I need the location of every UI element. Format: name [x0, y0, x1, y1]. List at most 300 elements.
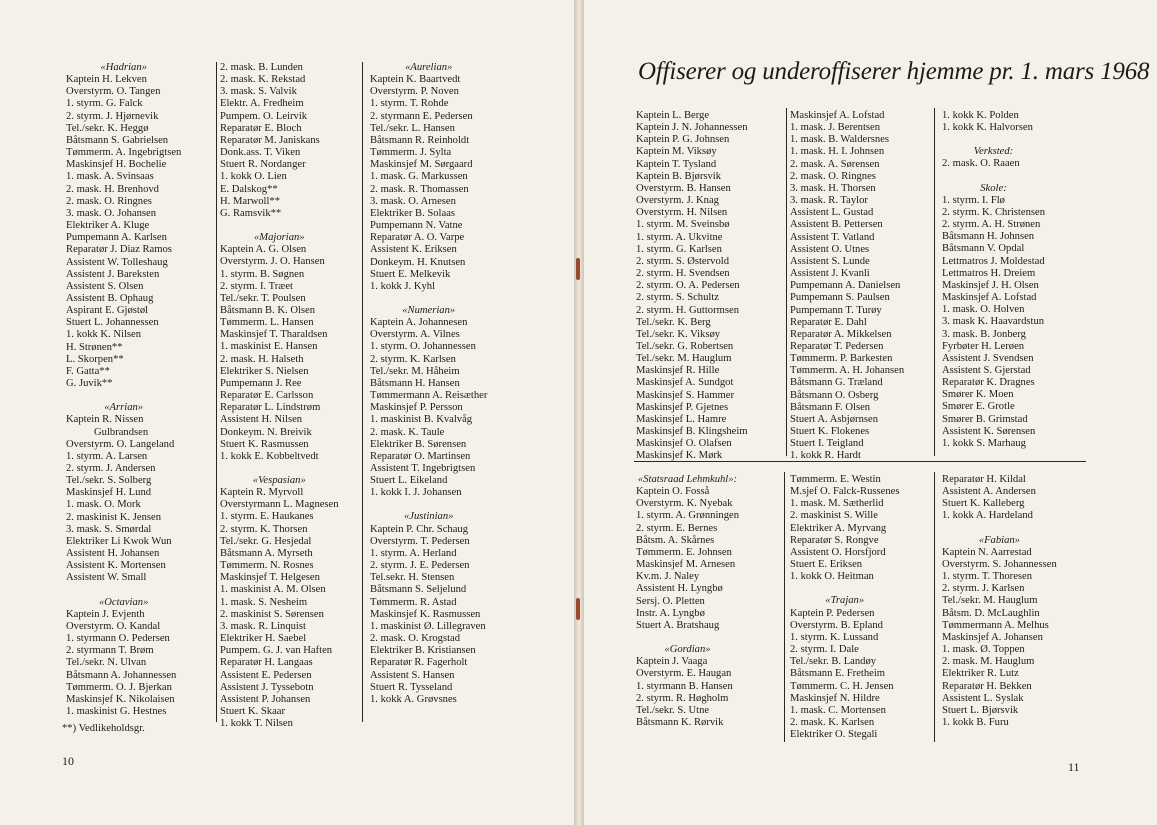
crew-entry: Fyrbøter H. Lerøen: [942, 340, 1025, 352]
crew-entry: Tømmerm. R. Astad: [370, 596, 457, 608]
crew-entry: 1. styrm. M. Sveinsbø: [636, 219, 730, 231]
crew-entry: 1. kokk R. Hardt: [790, 450, 861, 462]
crew-entry: Tømmerm. A. Ingebrigtsen: [66, 147, 182, 159]
crew-entry: 1. kokk I. J. Johansen: [370, 487, 462, 499]
crew-entry: Assistent B. Pettersen: [790, 219, 883, 231]
crew-entry: Båtsmann G. Træland: [790, 377, 883, 389]
crew-entry: 1. kokk S. Marhaug: [942, 437, 1026, 449]
roster-section: [636, 110, 748, 463]
crew-entry: Overstyrm. P. Noven: [370, 86, 459, 98]
staple-top: [576, 258, 580, 280]
crew-entry: Maskinsjef A. Lofstad: [942, 292, 1037, 304]
crew-entry: 1. kokk O. Heitman: [790, 571, 874, 583]
right-top-column-2: [790, 110, 904, 463]
crew-entry: 3. mask. R. Linquist: [220, 620, 306, 632]
crew-entry: Assistent E. Pedersen: [220, 669, 312, 681]
right-bottom-column-2: [790, 474, 899, 741]
crew-entry: Elektriker A. Kluge: [66, 220, 150, 232]
crew-entry: Reparatør E. Dahl: [790, 316, 867, 328]
crew-entry: 2. styrmann T. Brøm: [66, 645, 154, 657]
crew-entry: Overstyrm. B. Epland: [790, 619, 883, 631]
crew-entry: Assistent K. Sørensen: [942, 425, 1036, 437]
crew-entry: 1. styrm. T. Rohde: [370, 98, 449, 110]
roster-section: [942, 171, 1045, 450]
ship-heading: «Arrian»: [104, 402, 144, 414]
crew-entry: Overstyrm. H. Nilsen: [636, 207, 728, 219]
crew-entry: Stuert I. Teigland: [790, 438, 864, 450]
crew-entry: Assistent L. Gustad: [790, 207, 874, 219]
crew-entry: Båtsmann S. Gabrielsen: [66, 134, 169, 146]
crew-entry: H. Marwoll**: [220, 195, 281, 207]
crew-entry: Båtsm. D. McLaughlin: [942, 607, 1040, 619]
crew-entry: E. Dalskog**: [220, 183, 278, 195]
ship-heading: «Octavian»: [98, 596, 149, 608]
crew-entry: 3. mask. R. Taylor: [790, 195, 868, 207]
crew-entry: Assistent H. Nilsen: [220, 414, 303, 426]
crew-entry: 1. styrm. E. Haukanes: [220, 511, 314, 523]
crew-entry: Pumpemann N. Vatne: [370, 220, 463, 232]
crew-entry: Reparatør S. Rongve: [790, 534, 879, 546]
crew-entry: Maskinsjef R. Hille: [636, 365, 720, 377]
crew-entry: Reparatør T. Pedersen: [790, 340, 884, 352]
crew-entry: 2. styrm. H. Svendsen: [636, 268, 730, 280]
crew-entry: 3. mask. O. Johansen: [66, 207, 157, 219]
crew-entry: 1. styrm. A. Grønningen: [636, 510, 739, 522]
crew-entry: Kaptein N. Aarrestad: [942, 546, 1032, 558]
crew-entry: 1. kokk B. Furu: [942, 716, 1009, 728]
crew-entry: 1. mask. G. Markussen: [370, 171, 468, 183]
crew-entry: Maskinsjef A. Sundgot: [636, 377, 734, 389]
crew-entry: Tel./sekr. M. Håheim: [370, 365, 460, 377]
footnote: **) Vedlikeholdsgr.: [62, 723, 145, 734]
crew-entry: 2. styrm. J. Karlsen: [942, 583, 1025, 595]
crew-entry: M.sjef O. Falck-Russenes: [790, 486, 900, 498]
crew-entry: Smører B. Grimstad: [942, 413, 1028, 425]
crew-entry: 1. maskinist E. Hansen: [220, 341, 318, 353]
crew-entry: 2. styrm. K. Christensen: [942, 206, 1045, 218]
crew-entry: Stuert A. Asbjørnsen: [790, 413, 878, 425]
crew-entry: Assistent H. Lyngbø: [636, 583, 723, 595]
section-gap: [942, 171, 1045, 183]
crew-entry: Elektr. A. Fredheim: [220, 98, 304, 110]
column-divider: [934, 472, 935, 742]
crew-entry: Assistent S. Gjerstad: [942, 364, 1031, 376]
crew-entry: 1. mask. J. Berentsen: [790, 122, 881, 134]
crew-entry: Stuert K. Flokenes: [790, 426, 870, 438]
crew-entry: Kaptein P. G. Johnsen: [636, 134, 730, 146]
crew-entry: Stuert E. Eriksen: [790, 559, 863, 571]
section-gap: [220, 463, 339, 475]
crew-entry: 1. mask. S. Nesheim: [220, 596, 308, 608]
crew-entry: Assistent P. Johansen: [220, 693, 311, 705]
crew-entry: Tømmermann A. Reisæther: [370, 390, 488, 402]
column-divider: [934, 108, 935, 456]
crew-entry: Reparatør E. Carlsson: [220, 390, 314, 402]
crew-entry: Tel./sekr. G. Hesjedal: [220, 535, 312, 547]
crew-entry: L. Skorpen**: [66, 353, 124, 365]
crew-entry: Tømmerm. J. Sylta: [370, 147, 452, 159]
crew-entry: 1. mask. C. Mortensen: [790, 704, 886, 716]
crew-entry: Stuert R. Nordanger: [220, 159, 306, 171]
crew-entry: Sersj. O. Pletten: [636, 595, 705, 607]
crew-entry: Båtsmann H. Hansen: [370, 377, 460, 389]
crew-entry: Stuert R. Tysseland: [370, 681, 453, 693]
crew-entry: Assistent S. Hansen: [370, 669, 455, 681]
crew-entry: 2. mask. O. Raaen: [942, 158, 1020, 170]
crew-entry: 2. maskinist S. Sørensen: [220, 608, 324, 620]
roster-section: [790, 583, 899, 741]
crew-entry: 1. styrmann B. Hansen: [636, 680, 733, 692]
crew-entry: Reparatør H. Bekken: [942, 680, 1032, 692]
crew-entry: G. Juvik**: [66, 378, 113, 390]
crew-entry: Tel./sekr. S. Utne: [636, 704, 710, 716]
crew-entry: 2. styrm. R. Høgholm: [636, 692, 729, 704]
crew-entry: Kaptein K. Baartvedt: [370, 74, 461, 86]
crew-entry: Tel./sekr. L. Hansen: [370, 122, 455, 134]
crew-entry: Pumpemann J. Ree: [220, 377, 302, 389]
crew-entry: Elektriker B. Sørensen: [370, 438, 467, 450]
section-divider: [634, 461, 1086, 462]
crew-entry: Kaptein L. Berge: [636, 110, 710, 121]
section-gap: [370, 293, 487, 305]
section-gap: [220, 220, 339, 232]
crew-entry: 1. kokk A. Grøvsnes: [370, 693, 457, 705]
crew-entry: Overstyrm. B. Hansen: [636, 182, 731, 194]
crew-entry: Elektriker B. Kristiansen: [370, 645, 476, 657]
crew-entry: 2. mask. H. Halseth: [220, 353, 304, 365]
crew-entry: Tel./sekr. B. Landøy: [790, 656, 877, 668]
crew-entry: Båtsmann V. Opdal: [942, 243, 1025, 255]
crew-entry: Tømmerm. N. Rosnes: [220, 560, 314, 572]
crew-entry: Maskinsjef L. Hamre: [636, 413, 727, 425]
roster-section: [220, 463, 339, 730]
crew-entry: Elektriker H. Saebel: [220, 633, 307, 645]
crew-entry: Assistent K. Mortensen: [66, 560, 166, 572]
crew-entry: Maskinsjef H. Lund: [66, 487, 152, 499]
crew-entry: Reparatør L. Lindstrøm: [220, 402, 321, 414]
crew-entry: Elektriker R. Lutz: [942, 668, 1019, 680]
crew-entry: Kaptein J. Evjenth: [66, 608, 145, 620]
crew-entry: Assistent K. Eriksen: [370, 244, 457, 256]
crew-entry: 1. maskinist Ø. Lillegraven: [370, 620, 486, 632]
crew-entry: 1. mask. B. Waldersnes: [790, 134, 889, 146]
crew-entry: 1. kokk K. Nilsen: [66, 329, 142, 341]
column-divider: [216, 62, 217, 722]
crew-entry: 2. mask. R. Thomassen: [370, 183, 469, 195]
crew-entry: Kaptein J. N. Johannessen: [636, 122, 748, 134]
crew-entry: Kaptein R. Nissen: [66, 414, 144, 426]
crew-entry: Elektriker B. Solaas: [370, 207, 456, 219]
right-bottom-column-3: [942, 474, 1057, 729]
crew-entry: Reparatør J. Diaz Ramos: [66, 244, 172, 256]
roster-section: [790, 110, 904, 463]
crew-entry: Assistent J. Bareksten: [66, 268, 160, 280]
crew-entry: G. Ramsvik**: [220, 207, 282, 219]
crew-entry: 2. mask. H. Brenhovd: [66, 183, 159, 195]
crew-entry: Reparatør A. Mikkelsen: [790, 328, 892, 340]
crew-entry: Tel./sekr. M. Hauglum: [942, 595, 1038, 607]
crew-entry: Båtsmann A. Myrseth: [220, 547, 313, 559]
ship-heading: Skole:: [980, 182, 1007, 194]
book-spine: [574, 0, 584, 825]
crew-entry: 1. styrm. A. Ukvitne: [636, 231, 723, 243]
crew-entry: Pumpem. G. J. van Haften: [220, 645, 333, 657]
crew-entry: Assistent W. Tolleshaug: [66, 256, 168, 268]
roster-section: [370, 62, 487, 293]
crew-entry: Elektriker A. Myrvang: [790, 522, 887, 534]
crew-entry: Assistent L. Syslak: [942, 692, 1024, 704]
crew-entry: 2. styrm. I. Træet: [220, 280, 293, 292]
crew-entry: 1. kokk K. Halvorsen: [942, 122, 1033, 134]
crew-entry: H. Strønen**: [66, 341, 123, 353]
roster-section: [220, 220, 339, 463]
crew-entry: 2. styrm. J. E. Pedersen: [370, 560, 470, 572]
ship-heading: «Majorian»: [253, 232, 305, 244]
crew-entry: Maskinsjef K. Rasmussen: [370, 608, 481, 620]
crew-entry: Reparatør K. Dragnes: [942, 377, 1035, 389]
crew-entry: 2. styrm. O. A. Pedersen: [636, 280, 740, 292]
crew-entry: 1. styrm. A. Larsen: [66, 450, 148, 462]
section-gap: [370, 499, 487, 511]
crew-entry: Overstyrm. O. Langeland: [66, 438, 175, 450]
crew-entry: 1. mask. M. Sætherlid: [790, 498, 884, 510]
crew-entry: 3. mask K. Haavardstun: [942, 316, 1045, 328]
crew-entry: Kaptein A. G. Olsen: [220, 244, 307, 256]
crew-entry: Overstyrm. K. Nyebak: [636, 498, 733, 510]
crew-entry: Overstyrm. E. Haugan: [636, 668, 732, 680]
crew-entry: 3. mask. H. Thorsen: [790, 182, 876, 194]
crew-entry: Overstyrm. A. Vilnes: [370, 329, 460, 341]
crew-entry: Stuert L. Bjørsvik: [942, 704, 1019, 716]
crew-entry: Båtsmann B. K. Olsen: [220, 304, 316, 316]
ship-heading: «Statsraad Lehmkuhl»:: [637, 474, 738, 485]
roster-section: [370, 499, 487, 706]
left-column-1: [66, 62, 181, 718]
page-title: Offiserer og underoffiserer hjemme pr. 1. mars 1968: [638, 58, 1150, 85]
roster-section: [636, 474, 739, 632]
crew-entry: 1. styrm. T. Thoresen: [942, 571, 1033, 583]
crew-entry: Overstyrm. O. Tangen: [66, 86, 161, 98]
crew-entry: Båtsmann K. Rørvik: [636, 716, 724, 728]
crew-entry: F. Gatta**: [66, 365, 110, 377]
crew-entry: 2. mask. K. Rekstad: [220, 74, 306, 86]
crew-entry: Stuert K. Kalleberg: [942, 498, 1025, 510]
crew-entry: Assistent O. Horsfjord: [790, 546, 886, 558]
crew-entry: Kaptein H. Lekven: [66, 74, 147, 86]
crew-entry: Maskinsjef A. Lofstad: [790, 110, 885, 121]
crew-entry: Assistent J. Tyssebotn: [220, 681, 314, 693]
crew-entry: Kaptein B. Bjørsvik: [636, 170, 722, 182]
crew-entry: 2. mask. O. Ringnes: [790, 170, 876, 182]
right-bottom-column-1: [636, 474, 739, 729]
crew-entry: Tømmermann A. Melhus: [942, 619, 1049, 631]
crew-entry: Assistent S. Olsen: [66, 280, 144, 292]
crew-entry: 2. mask. B. Lunden: [220, 62, 303, 73]
crew-entry: Kaptein T. Tysland: [636, 158, 717, 170]
crew-entry: Assistent T. Ingebrigtsen: [370, 463, 476, 474]
crew-entry: Overstyrm. J. Knag: [636, 195, 719, 207]
crew-entry: 2. mask. O. Krogstad: [370, 633, 461, 645]
crew-entry: Tømmerm. P. Barkesten: [790, 353, 893, 365]
crew-entry: 2. styrm. J. Andersen: [66, 463, 156, 474]
crew-entry: 2. mask. M. Hauglum: [942, 656, 1035, 668]
crew-entry: Tømmerm. E. Westin: [790, 474, 881, 485]
crew-entry: Kaptein P. Pedersen: [790, 607, 875, 619]
crew-entry: Reparatør O. Martinsen: [370, 450, 471, 462]
right-page: [584, 0, 1157, 825]
section-gap: [790, 583, 899, 595]
crew-entry: Gulbrandsen: [94, 426, 149, 438]
crew-entry: 2. styrm. A. H. Strønen: [942, 219, 1041, 231]
crew-entry: 1. styrm. B. Søgnen: [220, 268, 305, 280]
crew-entry: 2. styrm. E. Bernes: [636, 522, 718, 534]
crew-entry: Overstyrm. T. Pedersen: [370, 535, 470, 547]
crew-entry: 2. styrm. S. Østervold: [636, 255, 729, 267]
crew-entry: Båtsm. A. Skårnes: [636, 534, 715, 546]
right-top-column-1: [636, 110, 748, 463]
roster-section: [790, 474, 899, 583]
crew-entry: 2. maskinist S. Wille: [790, 510, 878, 522]
crew-entry: 2. styrm. H. Guttormsen: [636, 304, 739, 316]
crew-entry: Assistent H. Johansen: [66, 548, 160, 560]
crew-entry: Båtsmann A. Johannessen: [66, 669, 177, 681]
crew-entry: 1. styrm. A. Herland: [370, 547, 457, 559]
crew-entry: Båtsmann R. Reinholdt: [370, 134, 470, 146]
crew-entry: Pumpemann A. Danielsen: [790, 280, 901, 292]
section-gap: [942, 523, 1057, 535]
roster-section: [942, 110, 1045, 134]
crew-entry: Maskinsjef T. Tharaldsen: [220, 329, 328, 341]
left-column-3: [370, 62, 487, 706]
crew-entry: 2. styrm. K. Karlsen: [370, 353, 456, 365]
crew-entry: Reparatør A. O. Varpe: [370, 232, 465, 244]
crew-entry: 2. mask. A. Sørensen: [790, 158, 880, 170]
column-divider: [362, 62, 363, 722]
ship-heading: «Hadrian»: [100, 62, 147, 73]
crew-entry: Assistent W. Small: [66, 572, 147, 584]
crew-entry: 1. maskinist A. M. Olsen: [220, 584, 326, 596]
crew-entry: Assistent O. Utnes: [790, 243, 870, 255]
section-gap: [66, 390, 181, 402]
crew-entry: Kaptein A. Johannesen: [370, 317, 468, 329]
crew-entry: 1. styrm. I. Flø: [942, 194, 1005, 206]
crew-entry: 1. kokk A. Hardeland: [942, 510, 1033, 522]
crew-entry: 1. mask. A. Svinsaas: [66, 171, 154, 183]
crew-entry: Maskinsjef K. Mørk: [636, 450, 723, 462]
crew-entry: Pumpemann S. Paulsen: [790, 292, 890, 304]
crew-entry: Kaptein M. Viksøy: [636, 146, 717, 158]
crew-entry: 1. kokk K. Polden: [942, 110, 1019, 121]
crew-entry: 2. styrm. S. Schultz: [636, 292, 719, 304]
crew-entry: 2. styrm. J. Hjørnevik: [66, 110, 159, 122]
left-page: [0, 0, 574, 825]
crew-entry: Tel./sekr. N. Ulvan: [66, 657, 147, 669]
crew-entry: Båtsmann H. Johnsen: [942, 231, 1035, 243]
page-number-left: 10: [62, 754, 74, 768]
crew-entry: Overstyrm. S. Johannessen: [942, 558, 1057, 570]
crew-entry: Assistent B. Ophaug: [66, 292, 154, 304]
crew-entry: 2. mask. K. Karlsen: [790, 716, 875, 728]
crew-entry: 1. kokk E. Kobbeltvedt: [220, 450, 319, 462]
section-gap: [636, 632, 739, 644]
crew-entry: Tel./sekr. M. Hauglum: [636, 353, 732, 365]
ship-heading: Verksted:: [973, 146, 1014, 158]
crew-entry: 1. mask. O. Holven: [942, 304, 1025, 316]
crew-entry: 1. kokk J. Kyhl: [370, 280, 436, 292]
crew-entry: Båtsmann F. Olsen: [790, 401, 871, 413]
crew-entry: 1. styrmann O. Pedersen: [66, 633, 170, 645]
crew-entry: 3. mask. B. Jonberg: [942, 328, 1026, 340]
crew-entry: Maskinsjef S. Hammer: [636, 389, 734, 401]
crew-entry: Donkeym. N. Breivik: [220, 426, 312, 438]
crew-entry: Båtsmann O. Osberg: [790, 389, 879, 401]
crew-entry: Tømmerm. L. Hansen: [220, 317, 314, 329]
crew-entry: 2. styrm. K. Thorsen: [220, 523, 308, 535]
crew-entry: Pumpemann A. Karlsen: [66, 232, 167, 244]
crew-entry: Overstyrm. O. Kandal: [66, 620, 161, 632]
ship-heading: «Gordian»: [664, 644, 711, 656]
section-gap: [66, 585, 181, 597]
crew-entry: 2. mask. K. Taule: [370, 426, 445, 438]
crew-entry: Elektriker S. Nielsen: [220, 365, 309, 377]
crew-entry: Elektriker Li Kwok Wun: [66, 535, 172, 547]
column-divider: [786, 108, 787, 456]
crew-entry: 1. styrm. O. Johannessen: [370, 341, 476, 353]
crew-entry: 1. maskinist B. Kvalvåg: [370, 414, 473, 426]
crew-entry: Tel./sekr. K. Heggø: [66, 122, 149, 134]
crew-entry: Pumpem. O. Leirvik: [220, 110, 308, 122]
crew-entry: 2. styrmann E. Pedersen: [370, 110, 473, 122]
ship-heading: «Vespasian»: [252, 475, 306, 486]
ship-heading: «Fabian»: [978, 534, 1020, 546]
roster-section: [942, 523, 1057, 730]
ship-heading: «Numerian»: [402, 304, 456, 316]
crew-entry: Maskinsjef O. Olafsen: [636, 438, 732, 450]
crew-entry: Tømmerm. O. J. Bjerkan: [66, 681, 172, 693]
crew-entry: Tømmerm. A. H. Johansen: [790, 365, 905, 377]
crew-entry: Maskinsjef M. Arnesen: [636, 559, 736, 571]
roster-section: [66, 390, 181, 584]
column-divider: [784, 472, 785, 742]
crew-entry: Smører E. Grotle: [942, 401, 1015, 413]
crew-entry: Stuert K. Rasmussen: [220, 438, 309, 450]
crew-entry: Tel./sekr. T. Poulsen: [220, 292, 306, 304]
crew-entry: Instr. A. Lyngbø: [636, 607, 705, 619]
crew-entry: Maskinsjef T. Helgesen: [220, 572, 320, 584]
crew-entry: Stuert A. Bratshaug: [636, 619, 720, 631]
crew-entry: Maskinsjef H. Bochelie: [66, 159, 167, 171]
roster-section: [636, 632, 739, 729]
crew-entry: Maskinsjef A. Johansen: [942, 631, 1043, 643]
crew-entry: Reparatør H. Kildal: [942, 474, 1026, 485]
crew-entry: 1. styrm. G. Falck: [66, 98, 143, 110]
crew-entry: 3. mask. S. Valvik: [220, 86, 297, 98]
crew-entry: Maskinsjef P. Persson: [370, 402, 463, 414]
right-top-column-3: [942, 110, 1045, 450]
crew-entry: Lettmatros H. Dreiem: [942, 267, 1036, 279]
crew-entry: Maskinsjef N. Hildre: [790, 692, 880, 704]
crew-entry: 3. mask. O. Arnesen: [370, 195, 456, 207]
crew-entry: 1. mask. H. I. Johnsen: [790, 146, 885, 158]
ship-heading: «Trajan»: [825, 595, 865, 607]
crew-entry: Reparatør H. Langaas: [220, 657, 313, 669]
crew-entry: 1. kokk O. Lien: [220, 171, 287, 183]
left-column-2: [220, 62, 339, 730]
crew-entry: 2. maskinist K. Jensen: [66, 511, 162, 523]
crew-entry: Reparatør R. Fagerholt: [370, 657, 468, 669]
crew-entry: Maskinsjef J. H. Olsen: [942, 279, 1039, 291]
crew-entry: Tømmerm. C. H. Jensen: [790, 680, 894, 692]
